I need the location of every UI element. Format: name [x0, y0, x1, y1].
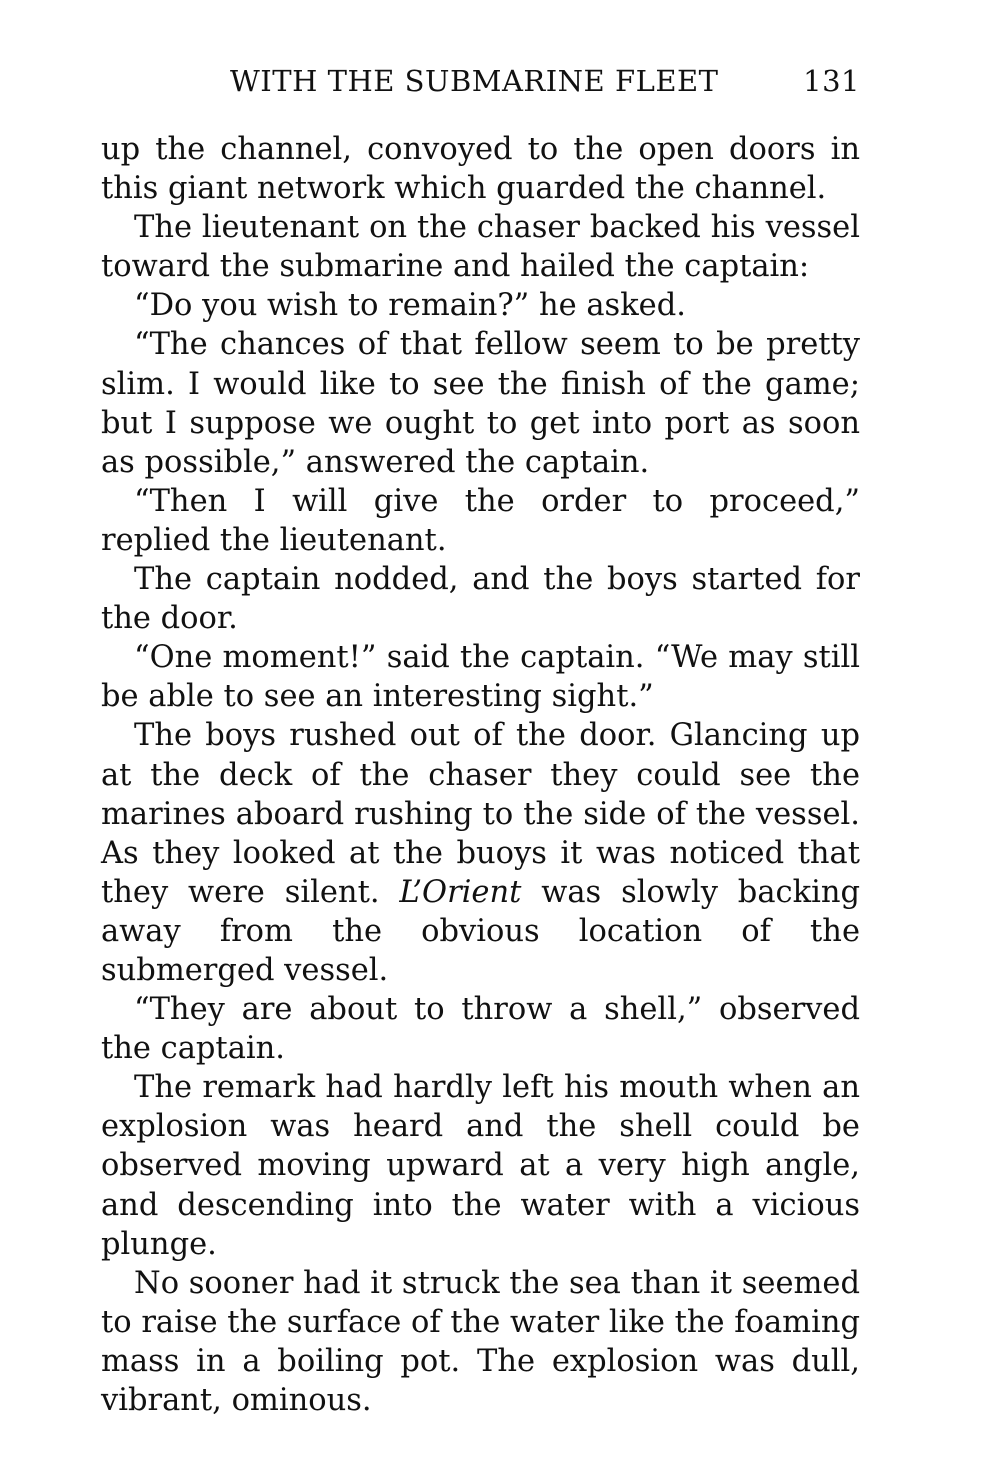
paragraph: “Then I will give the order to proceed,” replied the lieutenant.: [101, 483, 860, 558]
paragraph: The captain nodded, and the boys started for the door.: [101, 562, 860, 637]
running-head: [100, 64, 860, 108]
body-text: [101, 130, 860, 1420]
paragraph: “The chances of that fellow seem to be pretty slim. I would like to see the finish of the game; but I suppose we ought to get into port as soon as possible,” answered the captain.: [101, 327, 860, 480]
paragraph: The remark had hardly left his mouth when an explosion was heard and the shell could be observed moving upward at a very high angle, and descending into the water with a vicious plunge.: [101, 1070, 860, 1262]
paragraph-text: was slowly backing away from the obvious location of the submerged vessel.: [101, 874, 861, 988]
paragraph: The lieutenant on the chaser backed his vessel toward the submarine and hailed the captain:: [101, 210, 860, 285]
paragraph-text: The boys rushed out of the door. Glancing up at the deck of the chaser they could see the marines aboard rushing to the side of the vessel. As they looked at the buoys it was noticed that they were silent.: [101, 718, 860, 910]
paragraph: “One moment!” said the captain. “We may still be able to see an interesting sight.”: [101, 640, 860, 715]
running-title: WITH THE SUBMARINE FLEET: [230, 64, 719, 98]
paragraph-continued: up the channel, convoyed to the open doors in this giant network which guarded the channel.: [101, 132, 860, 207]
paragraph: “They are about to throw a shell,” observed the captain.: [101, 992, 860, 1067]
paragraph: No sooner had it struck the sea than it seemed to raise the surface of the water like the foaming mass in a boiling pot. The explosion was dull, vibrant, ominous.: [101, 1265, 860, 1418]
ship-name-italic: L’Orient: [399, 874, 522, 910]
page-number: 131: [803, 64, 860, 98]
paragraph: “Do you wish to remain?” he asked.: [134, 288, 686, 324]
paragraph: [101, 716, 860, 990]
